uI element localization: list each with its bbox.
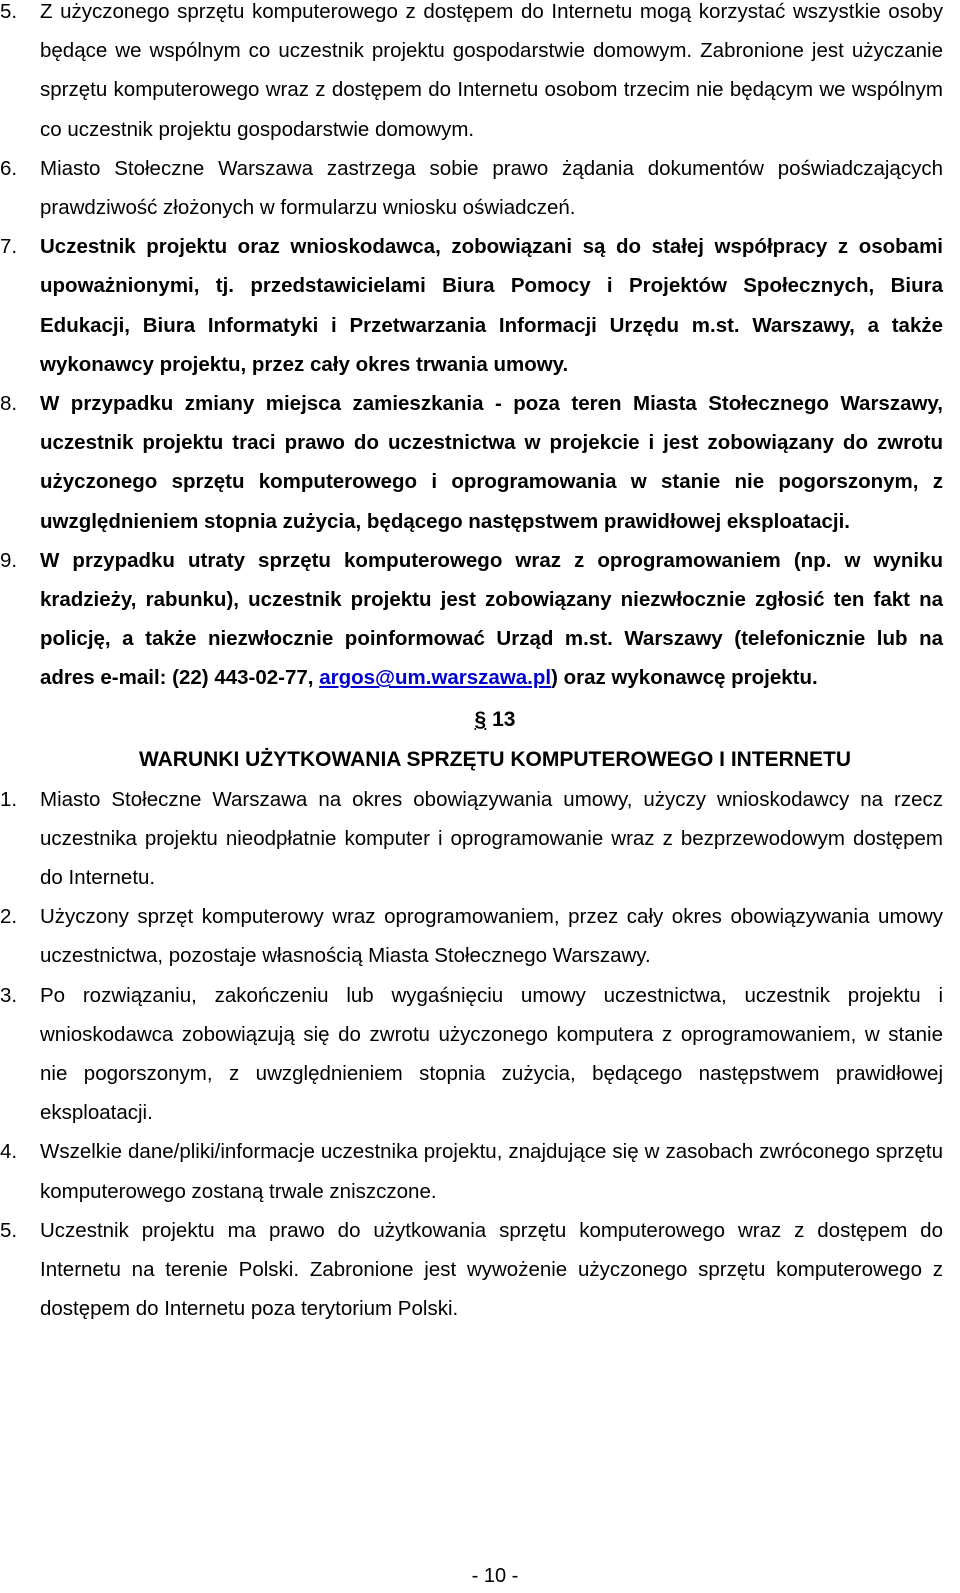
list-item-text: Wszelkie dane/pliki/informacje uczestnika projektu, znajdujące się w zasobach zwróconego sprzętu komputerowego zostaną trwale zniszczone.	[40, 1140, 943, 1203]
list-item-text: Z użyczonego sprzętu komputerowego z dostępem do Internetu mogą korzystać wszystkie osoby będące we wspólnym co uczestnik projektu gospodarstwie domowym. Zabronione jest użyczanie sprzętu komputerowego wraz z dostępem do Internetu osobom trzecim nie będącym we wspólnym co uczestnik projektu gospodarstwie domowym.	[40, 0, 943, 141]
email-link[interactable]: argos@um.warszawa.pl	[319, 666, 552, 690]
list-item-text: Uczestnik projektu ma prawo do użytkowania sprzętu komputerowego wraz z dostępem do Internetu na terenie Polski. Zabronione jest wywożenie użyczonego sprzętu komputerowego z dostępem do Internetu poza terytorium Polski.	[40, 1218, 943, 1321]
list-item-9	[0, 541, 943, 698]
list-number: 3.	[0, 983, 18, 1007]
list-item-text: Uczestnik projektu oraz wnioskodawca, zobowiązani są do stałej współpracy z osobami upoważnionymi, tj. przedstawicielami Biura Pomocy i Projektów Społecznych, Biura Edukacji, Biura Informatyki i Przetwarzania Informacji Urzędu m.st. Warszawy, a także wykonawcy projektu, przez cały okres trwania umowy.	[40, 235, 943, 376]
section-title: WARUNKI UŻYTKOWANIA SPRZĘTU KOMPUTEROWEGO I INTERNETU	[138, 747, 852, 771]
list-item-7	[0, 227, 943, 384]
list-number: 7.	[0, 235, 18, 259]
list-number: 2.	[0, 905, 18, 929]
list-item-4	[0, 1132, 943, 1210]
list-item-8	[0, 384, 943, 541]
list-number: 4.	[0, 1140, 18, 1164]
section-number	[0, 700, 960, 740]
list-number: 8.	[0, 392, 18, 416]
list-item-2	[0, 897, 943, 975]
list-item-text: Miasto Stołeczne Warszawa zastrzega sobie prawo żądania dokumentów poświadczających prawdziwość złożonych w formularzu wniosku oświadczeń.	[40, 156, 943, 220]
list-number: 5.	[0, 1218, 18, 1242]
list-item-text-before-link: W przypadku utraty sprzętu komputerowego wraz z oprogramowaniem (np. w wyniku kradzieży, rabunku), uczestnik projektu jest zobowiązany niezwłocznie zgłosić ten fakt na policję, a także niezwłocznie poinformować Urząd m.st. Warszawy (telefonicznie lub na adres e-mail: (22) 443-02-77,	[40, 548, 943, 690]
list-item-text: Użyczony sprzęt komputerowy wraz oprogramowaniem, przez cały okres obowiązywania umowy uczestnictwa, pozostaje własnością Miasta Stołecznego Warszawy.	[40, 905, 943, 968]
list-item-5-bottom	[0, 1211, 943, 1329]
list-number: 6.	[0, 156, 18, 180]
paragraph-symbol: §	[474, 707, 487, 731]
list-number: 5.	[0, 0, 18, 23]
list-item-text: Miasto Stołeczne Warszawa na okres obowiązywania umowy, użyczy wnioskodawcy na rzecz uczestnika projektu nieodpłatnie komputer i oprogramowanie wraz z bezprzewodowym dostępem do Internetu.	[40, 787, 943, 890]
list-item-text-after-link: ) oraz wykonawcę projektu.	[551, 666, 818, 690]
list-item-text: Po rozwiązaniu, zakończeniu lub wygaśnięciu umowy uczestnictwa, uczestnik projektu i wnioskodawca zobowiązują się do zwrotu użyczonego komputera z oprogramowaniem, w stanie nie pogorszonym, z uwzględnieniem stopnia zużycia, będącego następstwem prawidłowej eksploatacji.	[40, 983, 943, 1125]
list-item-6	[0, 149, 943, 227]
list-number: 9.	[0, 548, 18, 572]
section-number-value: 13	[492, 707, 516, 731]
list-number: 1.	[0, 787, 18, 811]
page-number: - 10 -	[471, 1565, 519, 1587]
list-item-1	[0, 780, 943, 898]
list-item-text: W przypadku zmiany miejsca zamieszkania - poza teren Miasta Stołecznego Warszawy, uczestnik projektu traci prawo do uczestnictwa w projekcie i jest zobowiązany do zwrotu użyczonego sprzętu komputerowego i oprogramowania w stanie nie pogorszonym, z uwzględnieniem stopnia zużycia, będącego następstwem prawidłowej eksploatacji.	[40, 392, 943, 533]
list-item-3	[0, 976, 943, 1133]
list-item-5-top	[0, 0, 943, 149]
